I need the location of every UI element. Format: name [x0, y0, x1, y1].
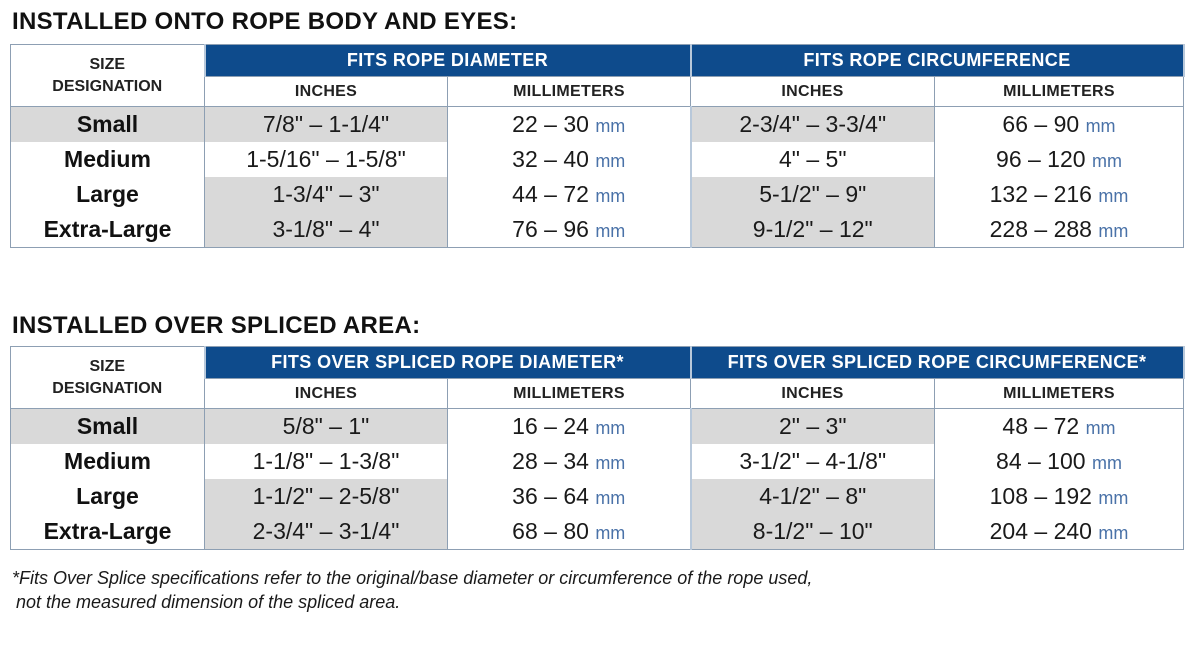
table-row — [11, 479, 1184, 514]
diameter-mm — [448, 444, 691, 479]
mm-value: 108 – 192 — [989, 483, 1092, 509]
circumference-inches: 8-1/2" – 10" — [691, 514, 935, 550]
mm-value: 132 – 216 — [989, 181, 1092, 207]
circumference-inches: 2" – 3" — [691, 409, 935, 445]
mm-unit-label: mm — [1098, 221, 1129, 241]
table-row — [11, 409, 1184, 445]
diameter-mm — [448, 409, 691, 445]
mm-unit-label: mm — [595, 488, 626, 508]
table-row — [11, 444, 1184, 479]
size-label: Medium — [64, 448, 151, 474]
circumference-inches: 9-1/2" – 12" — [691, 212, 935, 248]
diameter-inches: 1-5/16" – 1-5/8" — [205, 142, 448, 177]
mm-value: 96 – 120 — [996, 146, 1086, 172]
size-label: Extra-Large — [43, 518, 172, 544]
mm-value: 32 – 40 — [512, 146, 589, 172]
footnote-line2: not the measured dimension of the spliced area. — [16, 592, 401, 612]
section-title-spliced-area: INSTALLED OVER SPLICED AREA: — [12, 312, 421, 339]
section-title-rope-body: INSTALLED ONTO ROPE BODY AND EYES: — [12, 8, 518, 35]
mm-value: 16 – 24 — [512, 413, 589, 439]
unit-header-inches: INCHES — [205, 379, 448, 409]
size-designation-header — [11, 347, 205, 409]
mm-unit-label: mm — [1085, 418, 1116, 438]
circumference-mm — [935, 479, 1184, 514]
diameter-mm — [448, 212, 691, 248]
unit-header-inches: INCHES — [691, 379, 935, 409]
circumference-mm — [935, 444, 1184, 479]
unit-header-millimeters: MILLIMETERS — [448, 379, 691, 409]
circumference-inches: 4-1/2" – 8" — [691, 479, 935, 514]
unit-header-millimeters: MILLIMETERS — [448, 77, 691, 107]
group-header-spliced-diameter: FITS OVER SPLICED ROPE DIAMETER* — [205, 347, 691, 379]
diameter-mm — [448, 142, 691, 177]
size-header-line2: DESIGNATION — [52, 77, 163, 95]
mm-value: 76 – 96 — [512, 216, 589, 242]
mm-unit-label: mm — [1098, 488, 1129, 508]
diameter-inches: 2-3/4" – 3-1/4" — [205, 514, 448, 550]
mm-unit-label: mm — [595, 523, 626, 543]
mm-value: 228 – 288 — [989, 216, 1092, 242]
table-row — [11, 514, 1184, 550]
table-row — [11, 177, 1184, 212]
size-label: Large — [76, 181, 139, 207]
rope-body-size-table — [10, 44, 1185, 248]
circumference-inches: 4" – 5" — [691, 142, 935, 177]
diameter-inches: 5/8" – 1" — [205, 409, 448, 445]
size-designation-header — [11, 45, 205, 107]
mm-unit-label: mm — [1091, 453, 1122, 473]
mm-unit-label: mm — [595, 151, 626, 171]
circumference-mm — [935, 107, 1184, 143]
diameter-mm — [448, 514, 691, 550]
mm-unit-label: mm — [1085, 116, 1116, 136]
size-label: Extra-Large — [43, 216, 172, 242]
mm-value: 84 – 100 — [996, 448, 1086, 474]
mm-unit-label: mm — [595, 453, 626, 473]
mm-unit-label: mm — [595, 221, 626, 241]
diameter-inches: 7/8" – 1-1/4" — [205, 107, 448, 143]
mm-unit-label: mm — [595, 116, 626, 136]
diameter-mm — [448, 107, 691, 143]
table-row — [11, 107, 1184, 143]
mm-unit-label: mm — [1091, 151, 1122, 171]
unit-header-millimeters: MILLIMETERS — [935, 379, 1184, 409]
mm-unit-label: mm — [595, 418, 626, 438]
circumference-mm — [935, 212, 1184, 248]
unit-header-inches: INCHES — [205, 77, 448, 107]
mm-value: 28 – 34 — [512, 448, 589, 474]
diameter-inches: 1-1/2" – 2-5/8" — [205, 479, 448, 514]
mm-value: 204 – 240 — [989, 518, 1092, 544]
mm-unit-label: mm — [1098, 186, 1129, 206]
mm-value: 22 – 30 — [512, 111, 589, 137]
size-label: Large — [76, 483, 139, 509]
mm-value: 36 – 64 — [512, 483, 589, 509]
diameter-mm — [448, 479, 691, 514]
footnote-line1: *Fits Over Splice specifications refer to the original/base diameter or circumference of the rope used, — [12, 568, 813, 588]
diameter-inches: 1-3/4" – 3" — [205, 177, 448, 212]
circumference-mm — [935, 177, 1184, 212]
size-label: Medium — [64, 146, 151, 172]
circumference-mm — [935, 142, 1184, 177]
size-header-line1: SIZE — [89, 55, 126, 73]
group-header-circumference: FITS ROPE CIRCUMFERENCE — [691, 45, 1184, 77]
circumference-inches: 5-1/2" – 9" — [691, 177, 935, 212]
mm-value: 68 – 80 — [512, 518, 589, 544]
table-row — [11, 212, 1184, 248]
circumference-mm — [935, 409, 1184, 445]
mm-unit-label: mm — [1098, 523, 1129, 543]
group-header-spliced-circumference: FITS OVER SPLICED ROPE CIRCUMFERENCE* — [691, 347, 1184, 379]
size-label: Small — [11, 107, 205, 143]
mm-value: 66 – 90 — [1002, 111, 1080, 137]
circumference-mm — [935, 514, 1184, 550]
spliced-area-size-table — [10, 346, 1185, 550]
mm-unit-label: mm — [595, 186, 626, 206]
group-header-diameter: FITS ROPE DIAMETER — [205, 45, 691, 77]
footnote — [12, 566, 812, 614]
table-row — [11, 142, 1184, 177]
size-header-line2: DESIGNATION — [52, 379, 163, 397]
diameter-mm — [448, 177, 691, 212]
circumference-inches: 2-3/4" – 3-3/4" — [691, 107, 935, 143]
unit-header-inches: INCHES — [691, 77, 935, 107]
diameter-inches: 3-1/8" – 4" — [205, 212, 448, 248]
mm-value: 44 – 72 — [512, 181, 589, 207]
size-header-line1: SIZE — [89, 357, 126, 375]
mm-value: 48 – 72 — [1002, 413, 1080, 439]
unit-header-millimeters: MILLIMETERS — [935, 77, 1184, 107]
size-label: Small — [11, 409, 205, 445]
diameter-inches: 1-1/8" – 1-3/8" — [205, 444, 448, 479]
circumference-inches: 3-1/2" – 4-1/8" — [691, 444, 935, 479]
